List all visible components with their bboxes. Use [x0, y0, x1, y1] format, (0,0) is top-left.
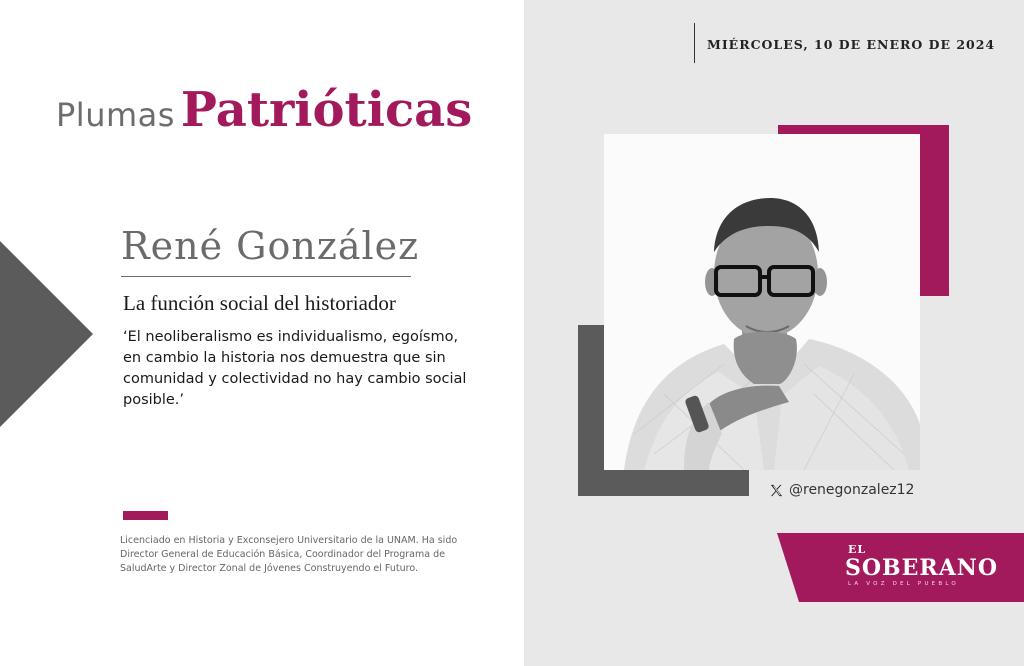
brand-word-plumas: Plumas	[56, 96, 175, 134]
brand-word-patrioticas: Patrióticas	[180, 82, 473, 138]
column-brand	[56, 82, 472, 138]
decorative-triangle	[0, 241, 93, 427]
date-divider	[694, 23, 695, 63]
author-photo	[604, 134, 920, 470]
bio-accent-bar	[123, 511, 168, 520]
article-quote: ‘El neoliberalismo es individualismo, egoísmo, en cambio la historia nos demuestra que sin comunidad y colectividad no hay cambio social posible.’	[123, 329, 467, 408]
publication-date: MIÉRCOLES, 10 DE ENERO DE 2024	[707, 37, 996, 52]
article-title: La función social del historiador	[123, 291, 396, 315]
logo-prefix: EL	[848, 543, 867, 556]
social-handle[interactable]	[769, 482, 914, 498]
author-portrait-illustration	[604, 134, 920, 470]
x-logo-icon	[769, 483, 784, 498]
logo-tagline: LA VOZ DEL PUEBLO	[848, 581, 959, 587]
author-name: René González	[121, 224, 420, 268]
author-bio: Licenciado en Historia y Exconsejero Universitario de la UNAM. Ha sido Director General de Educación Básica, Coordinador del Programa de SaludArte y Director Zonal de Jóvenes Construyendo el Futuro.	[120, 535, 458, 574]
logo-name: SOBERANO	[845, 555, 999, 581]
author-divider	[121, 276, 411, 277]
twitter-handle[interactable]: @renegonzalez12	[789, 482, 915, 498]
